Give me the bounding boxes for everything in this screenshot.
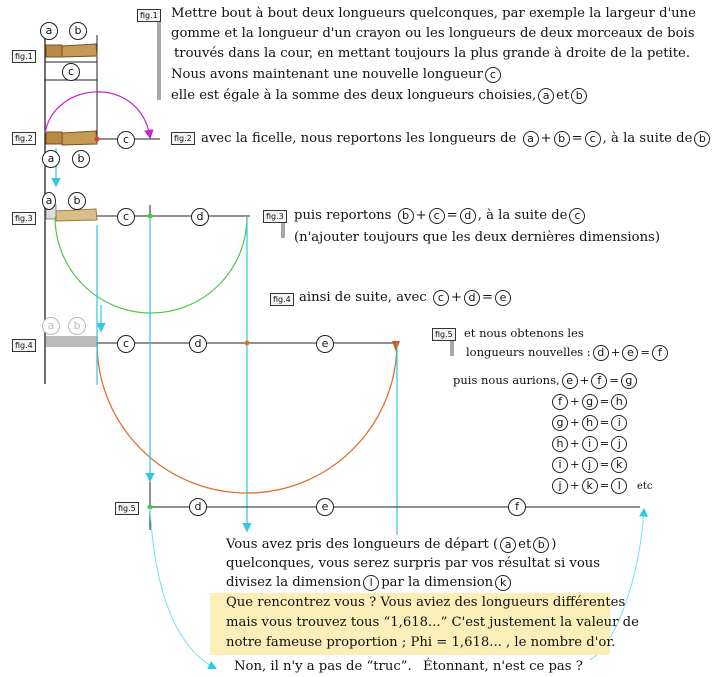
fig-tag-3-left: fig.3: [12, 212, 36, 225]
fig-tag-4: fig.4: [270, 293, 294, 306]
ending-line-2: quelconques, vous serez surpris par vos résultat si vous: [226, 556, 601, 571]
wood-a: [46, 45, 62, 57]
step4-text: ainsi de suite, avec c + d = e: [299, 288, 513, 308]
label-b-fig4: b: [68, 317, 86, 335]
intro-line-3: trouvés dans la cour, en mettant toujours la plus grande à droite de la petite.: [174, 46, 691, 61]
wood-a-fig2: [46, 132, 62, 144]
sidebar-fig5: [450, 340, 454, 356]
intro-line-4: Nous avons maintenant une nouvelle longueur c: [171, 65, 503, 85]
step3-line-1: puis reportons b + c = d , à la suite de c: [294, 206, 587, 226]
label-c-fig1: c: [62, 63, 80, 81]
fig-tag-4-left: fig.4: [12, 339, 36, 352]
step3-line-2: (n'ajouter toujours que les deux dernières dimensions): [294, 230, 660, 245]
label-d-fig3: d: [191, 208, 209, 226]
fig-tag-1: fig.1: [137, 9, 161, 22]
label-c-fig4: c: [117, 335, 135, 353]
label-a-fig4: a: [42, 317, 60, 335]
wood-b-fig2: [62, 131, 97, 145]
label-e-fig4: e: [316, 335, 334, 353]
fig-tag-3: fig.3: [263, 210, 287, 223]
intro-line-5: elle est égale à la somme des deux longueurs choisies, a et b: [171, 86, 589, 106]
label-a-fig3: a: [42, 192, 56, 210]
question-line-2: mais vous trouvez tous “1,618...” C'est justement la valeur de: [226, 615, 639, 630]
label-b-fig3: b: [68, 192, 86, 210]
sidebar-fig3: [281, 222, 285, 238]
green-arc: [55, 217, 247, 313]
label-f-fig5: f: [508, 498, 526, 516]
more-row-2: f + g = h: [550, 391, 629, 411]
final-line-2: Étonnant, n'est ce pas ?: [423, 659, 583, 674]
label-a-fig2: a: [42, 150, 60, 168]
sidebar-fig1: [157, 20, 161, 100]
more-row-4: h + i = j: [550, 433, 629, 453]
label-b-fig1: b: [69, 22, 87, 40]
intro-line-2: gomme et la longueur d'un crayon ou les longueurs de deux morceaux de bois: [171, 26, 695, 41]
intro-line-1: Mettre bout à bout deux longueurs quelconques, par exemple la largeur d'une: [171, 6, 696, 21]
wood-b: [62, 44, 97, 57]
label-d-fig4: d: [189, 335, 207, 353]
step2-text: avec la ficelle, nous reportons les longueurs de a + b = c , à la suite de b: [201, 129, 712, 149]
label-c-fig2: c: [117, 131, 135, 149]
label-c-fig3: c: [117, 208, 135, 226]
final-line-1: Non, il n'y a pas de “truc”.: [234, 659, 412, 674]
fig-tag-1-left: fig.1: [12, 50, 36, 63]
more-row-6: j + k = l etc: [550, 475, 652, 497]
fig-tag-2-left: fig.2: [12, 132, 36, 145]
question-line-3: notre fameuse proportion ; Phi = 1,618... , le nombre d'or.: [226, 635, 616, 650]
label-e-fig5: e: [316, 498, 334, 516]
fig-tag-5: fig.5: [115, 502, 139, 515]
ending-line-1: Vous avez pris des longueurs de départ ( a et b ): [226, 537, 557, 552]
fig-tag-2: fig.2: [171, 132, 195, 145]
wood-b-fig3: [56, 209, 97, 221]
fig-tag-5-right: fig.5: [432, 328, 456, 341]
more-row-3: g + h = i: [550, 412, 629, 432]
cyan-arc-left: [150, 508, 215, 668]
step5-line-2: longueurs nouvelles : d + e = f: [466, 342, 670, 362]
ending-line-3: divisez la dimension l par la dimension k: [226, 573, 513, 593]
more-row-1: puis nous aurions, e + f = g: [453, 370, 639, 390]
label-b-fig2: b: [72, 150, 90, 168]
label-d-fig5: d: [189, 498, 207, 516]
step5-line-1: et nous obtenons les: [464, 326, 584, 340]
label-a-fig1: a: [40, 22, 58, 40]
more-row-5: i + j = k: [550, 454, 629, 474]
question-line-1: Que rencontrez vous ? Vous aviez des longueurs différentes: [226, 595, 626, 610]
